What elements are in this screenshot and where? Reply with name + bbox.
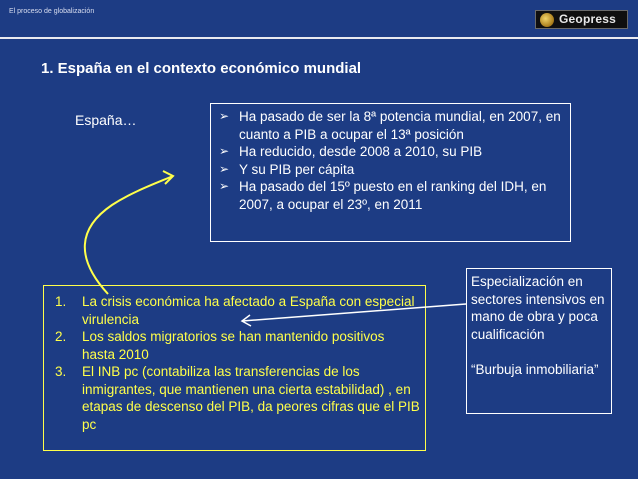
bullet-item: ➢ Ha pasado de ser la 8ª potencia mundial, en 2007, en cuanto a PIB a ocupar el 13ª posición bbox=[217, 108, 567, 143]
yellow-arrow bbox=[85, 176, 173, 294]
specialization-text: Especialización en sectores intensivos en mano de obra y poca cualificación bbox=[471, 274, 605, 342]
white-arrow bbox=[242, 304, 466, 321]
item-text: El INB pc (contabiliza las transferencias de los inmigrantes, que mantienen una cierta estabilidad) , en etapas de descenso del PIB, da peores cifras que el PIB pc bbox=[82, 364, 420, 432]
bubble-text: “Burbuja inmobiliaria” bbox=[471, 361, 599, 377]
item-number: 3. bbox=[55, 364, 67, 379]
item-text: Los saldos migratorios se han mantenido positivos hasta 2010 bbox=[82, 329, 385, 362]
logo-text: Geopress bbox=[559, 12, 616, 26]
espana-label: España… bbox=[75, 112, 137, 128]
item-text: La crisis económica ha afectado a España con especial virulencia bbox=[82, 294, 415, 327]
bullet-item: ➢ Ha pasado del 15º puesto en el ranking del IDH, en 2007, a ocupar el 23º, en 2011 bbox=[217, 178, 567, 213]
slide-title: 1. España en el contexto económico mundial bbox=[41, 60, 362, 77]
item-number: 1. bbox=[55, 294, 67, 309]
bullet-item: ➢ Y su PIB per cápita bbox=[217, 161, 567, 179]
breadcrumb: El proceso de globalización bbox=[9, 8, 95, 15]
item-number: 2. bbox=[55, 329, 67, 344]
bullet-item: ➢ Ha reducido, desde 2008 a 2010, su PIB bbox=[217, 143, 567, 161]
